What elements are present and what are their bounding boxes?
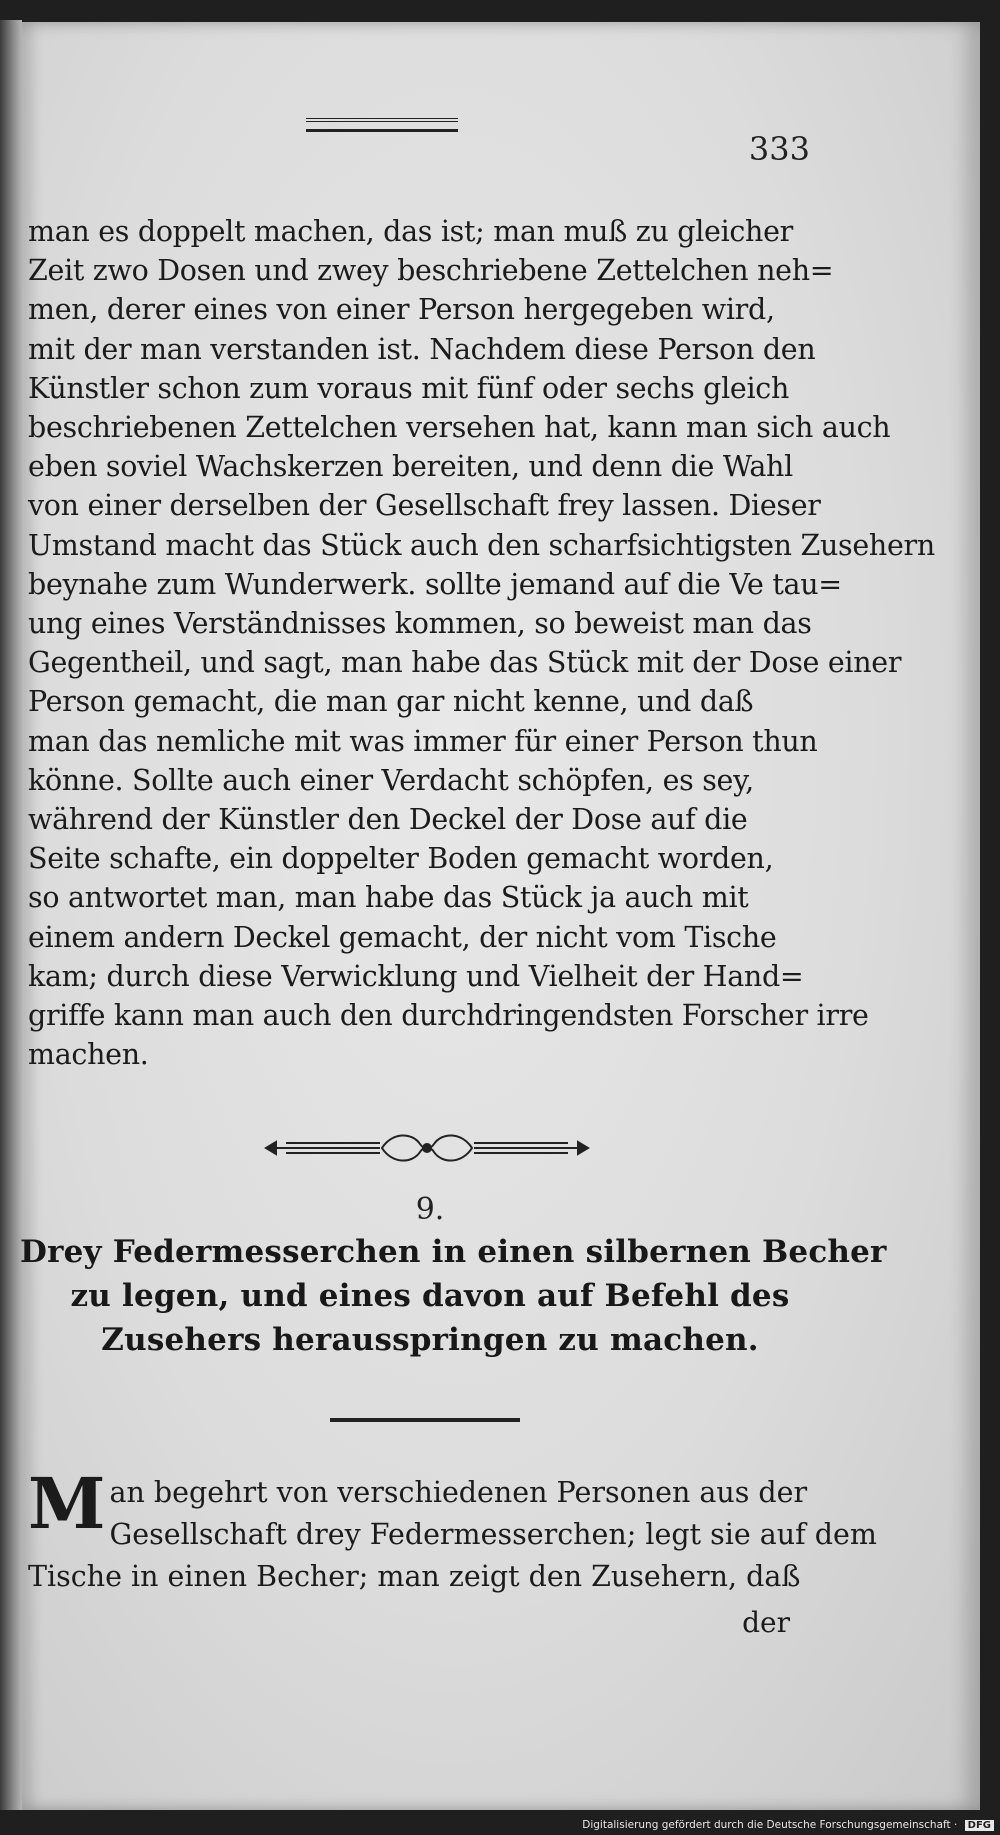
text-line: Zeit zwo Dosen und zwey beschriebene Zettelchen neh= <box>28 254 834 288</box>
text-line: Gesellschaft drey Federmesserchen; legt sie auf dem <box>109 1518 877 1551</box>
section-heading <box>20 1230 887 1362</box>
section-rule <box>330 1418 520 1422</box>
dfg-logo: DFG <box>965 1820 994 1831</box>
text-line: beschriebenen Zettelchen versehen hat, kann man sich auch <box>28 411 891 445</box>
body-paragraph <box>28 212 935 1074</box>
digitization-credit <box>582 1819 994 1831</box>
text-line: Künstler schon zum voraus mit fünf oder sechs gleich <box>28 371 790 405</box>
page-number: 333 <box>748 130 810 168</box>
text-line: Person gemacht, die man gar nicht kenne, und daß <box>28 685 754 719</box>
text-line: Tische in einen Becher; man zeigt den Zusehern, daß <box>28 1560 801 1593</box>
text-line: könne. Sollte auch einer Verdacht schöpfen, es sey, <box>28 763 754 797</box>
text-line: man es doppelt machen, das ist; man muß zu gleicher <box>28 215 793 248</box>
text-line: an begehrt von verschiedenen Personen aus der <box>109 1476 808 1509</box>
ornament-divider <box>262 1128 592 1168</box>
second-paragraph <box>28 1462 877 1598</box>
text-line: einem andern Deckel gemacht, der nicht vom Tische <box>28 920 777 954</box>
text-line: von einer derselben der Gesellschaft frey lassen. Dieser <box>28 489 821 523</box>
text-line: Gegentheil, und sagt, man habe das Stück mit der Dose einer <box>28 646 902 680</box>
text-line: Umstand macht das Stück auch den scharfsichtigsten Zusehern <box>28 528 935 562</box>
text-line: kam; durch diese Verwicklung und Vielheit der Hand= <box>28 959 804 993</box>
catchword: der <box>742 1606 790 1639</box>
text-line: machen. <box>28 1038 149 1072</box>
left-page-edge <box>0 20 22 1810</box>
text-line: eben soviel Wachskerzen bereiten, und denn die Wahl <box>28 450 793 484</box>
text-line: men, derer eines von einer Person hergegeben wird, <box>28 293 775 327</box>
heading-line: zu legen, und eines davon auf Befehl des <box>70 1278 790 1314</box>
text-line: mit der man verstanden ist. Nachdem diese Person den <box>28 332 816 366</box>
text-line: beynahe zum Wunderwerk. sollte jemand auf die Ve tau= <box>28 567 842 601</box>
text-line: so antwortet man, man habe das Stück ja auch mit <box>28 881 749 915</box>
header-rule <box>306 118 458 132</box>
text-line: ung eines Verständnisses kommen, so beweist man das <box>28 607 812 641</box>
drop-cap: M <box>28 1462 106 1545</box>
heading-line: Zusehers herausspringen zu machen. <box>101 1322 759 1358</box>
text-line: griffe kann man auch den durchdringendsten Forscher irre <box>28 999 869 1033</box>
heading-line: Drey Federmesserchen in einen silbernen Becher <box>20 1234 887 1270</box>
credit-text: Digitalisierung gefördert durch die Deutsche Forschungsgemeinschaft · <box>582 1819 958 1831</box>
text-line: man das nemliche mit was immer für einer Person thun <box>28 724 818 758</box>
text-line: Seite schafte, ein doppelter Boden gemacht worden, <box>28 842 774 876</box>
section-number: 9. <box>415 1192 445 1227</box>
text-line: während der Künstler den Deckel der Dose auf die <box>28 803 748 837</box>
